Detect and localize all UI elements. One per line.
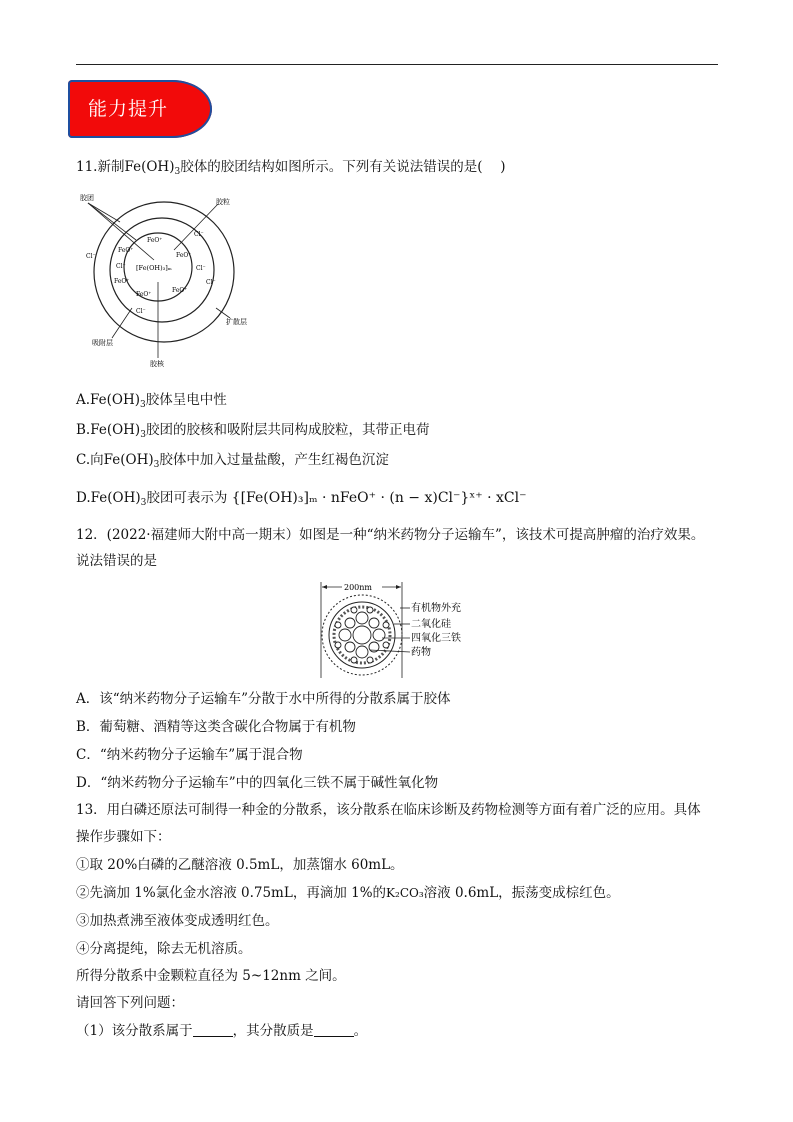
q11-option-a: $A.Fe(OH)_3$胶体呈电中性 [76,392,227,410]
label-jiaotuan: 胶团 [80,194,94,202]
colloid-structure-diagram [76,190,266,370]
ion-cl-4: Cl⁻ [196,265,206,272]
ion-cl-6: Cl⁻ [136,308,146,315]
ion-cl-3: Cl⁻ [116,263,126,270]
q11-stem: 11.新制$Fe(OH)_3$胶体的胶团结构如图所示。下列有关说法错误的是( ) [76,159,506,177]
ion-feo-2: FeO⁺ [118,247,134,254]
label-fe3o4: 四氧化三铁 [411,633,461,644]
q13-prompt: 请回答下列问题： [76,995,184,1011]
header-rule [76,64,718,65]
size-label: 200nm [344,583,373,592]
label-drug: 药物 [411,647,431,658]
q12-option-a: A．该“纳米药物分子运输车”分散于水中所得的分散系属于胶体 [76,691,451,707]
q12-stem-2: 说法错误的是 [76,553,157,569]
q12-option-c: C．“纳米药物分子运输车”属于混合物 [76,747,303,763]
ion-feo-1: FeO⁺ [147,237,163,244]
q11-formula-d: {[Fe(OH)₃]ₘ · nFeO⁺ · (n − x)Cl⁻}ˣ⁺ · xCl⁻ [231,490,527,506]
label-xifuceng: 吸附层 [92,339,113,347]
ion-feo-4: FeO⁺ [114,278,130,285]
label-kuosanceng: 扩散层 [226,318,247,326]
core-formula: [Fe(OH)₃]ₘ [136,264,172,272]
label-jiaoli: 胶粒 [216,198,230,206]
q11-option-c: C.向$Fe(OH)_3$胶体中加入过量盐酸，产生红褐色沉淀 [76,452,389,470]
label-organic: 有机物外充 [411,603,461,614]
ion-feo-6: FeO⁺ [172,287,188,294]
q12-option-d: D．“纳米药物分子运输车”中的四氧化三铁不属于碱性氧化物 [76,775,439,791]
q13-stem-1: 13．用白磷还原法可制得一种金的分散系，该分散系在临床诊断及药物检测等方面有着广泛的应用。具体 [76,802,701,818]
q11-option-b: $B.Fe(OH)_3$胶团的胶核和吸附层共同构成胶粒，其带正电荷 [76,422,430,440]
q13-step-2: ②先滴加 1%氯化金水溶液 0.75mL，再滴加 1%的K₂CO₃溶液 0.6mL，振荡变成棕红色。 [76,885,620,901]
q13-step-1: ①取 20%白磷的乙醚溶液 0.5mL，加蒸馏水 60mL。 [76,857,404,873]
q12-option-b: B．葡萄糖、酒精等这类含碳化合物属于有机物 [76,719,356,735]
q13-stem-2: 操作步骤如下： [76,829,171,845]
ion-feo-5: FeO⁺ [136,291,152,298]
ion-feo-3: FeO⁺ [176,252,192,259]
section-badge [68,80,212,138]
answer-blank-2[interactable] [314,1024,354,1037]
ion-cl-5: Cl⁻ [206,279,216,286]
outer-circle [94,202,234,342]
q11-option-d: $D.Fe(OH)_3$胶团可表示为 {[Fe(OH)₃]ₘ · nFeO⁺ · (n − x)Cl⁻}ˣ⁺ · xCl⁻ [76,490,527,508]
section-badge-label: 能力提升 [88,98,169,120]
q12-stem-1: 12．(2022·福建师大附中高一期末）如图是一种“纳米药物分子运输车”，该技术可提高肿瘤的治疗效果。 [76,527,705,543]
nano-carrier-diagram [314,580,484,680]
q13-step-4: ④分离提纯，除去无机溶质。 [76,941,252,957]
label-jiaohe: 胶核 [150,360,164,368]
label-sio2: 二氧化硅 [411,619,451,630]
q13-step-3: ③加热煮沸至液体变成透明红色。 [76,913,279,929]
ion-cl-1: Cl⁻ [194,231,204,238]
ion-cl-2: Cl⁻ [86,253,96,260]
answer-blank-1[interactable] [193,1024,233,1037]
q13-result: 所得分散系中金颗粒直径为 5~12nm 之间。 [76,968,346,984]
q13-sub1: （1）该分散系属于 ，其分散质是 。 [76,1023,368,1039]
